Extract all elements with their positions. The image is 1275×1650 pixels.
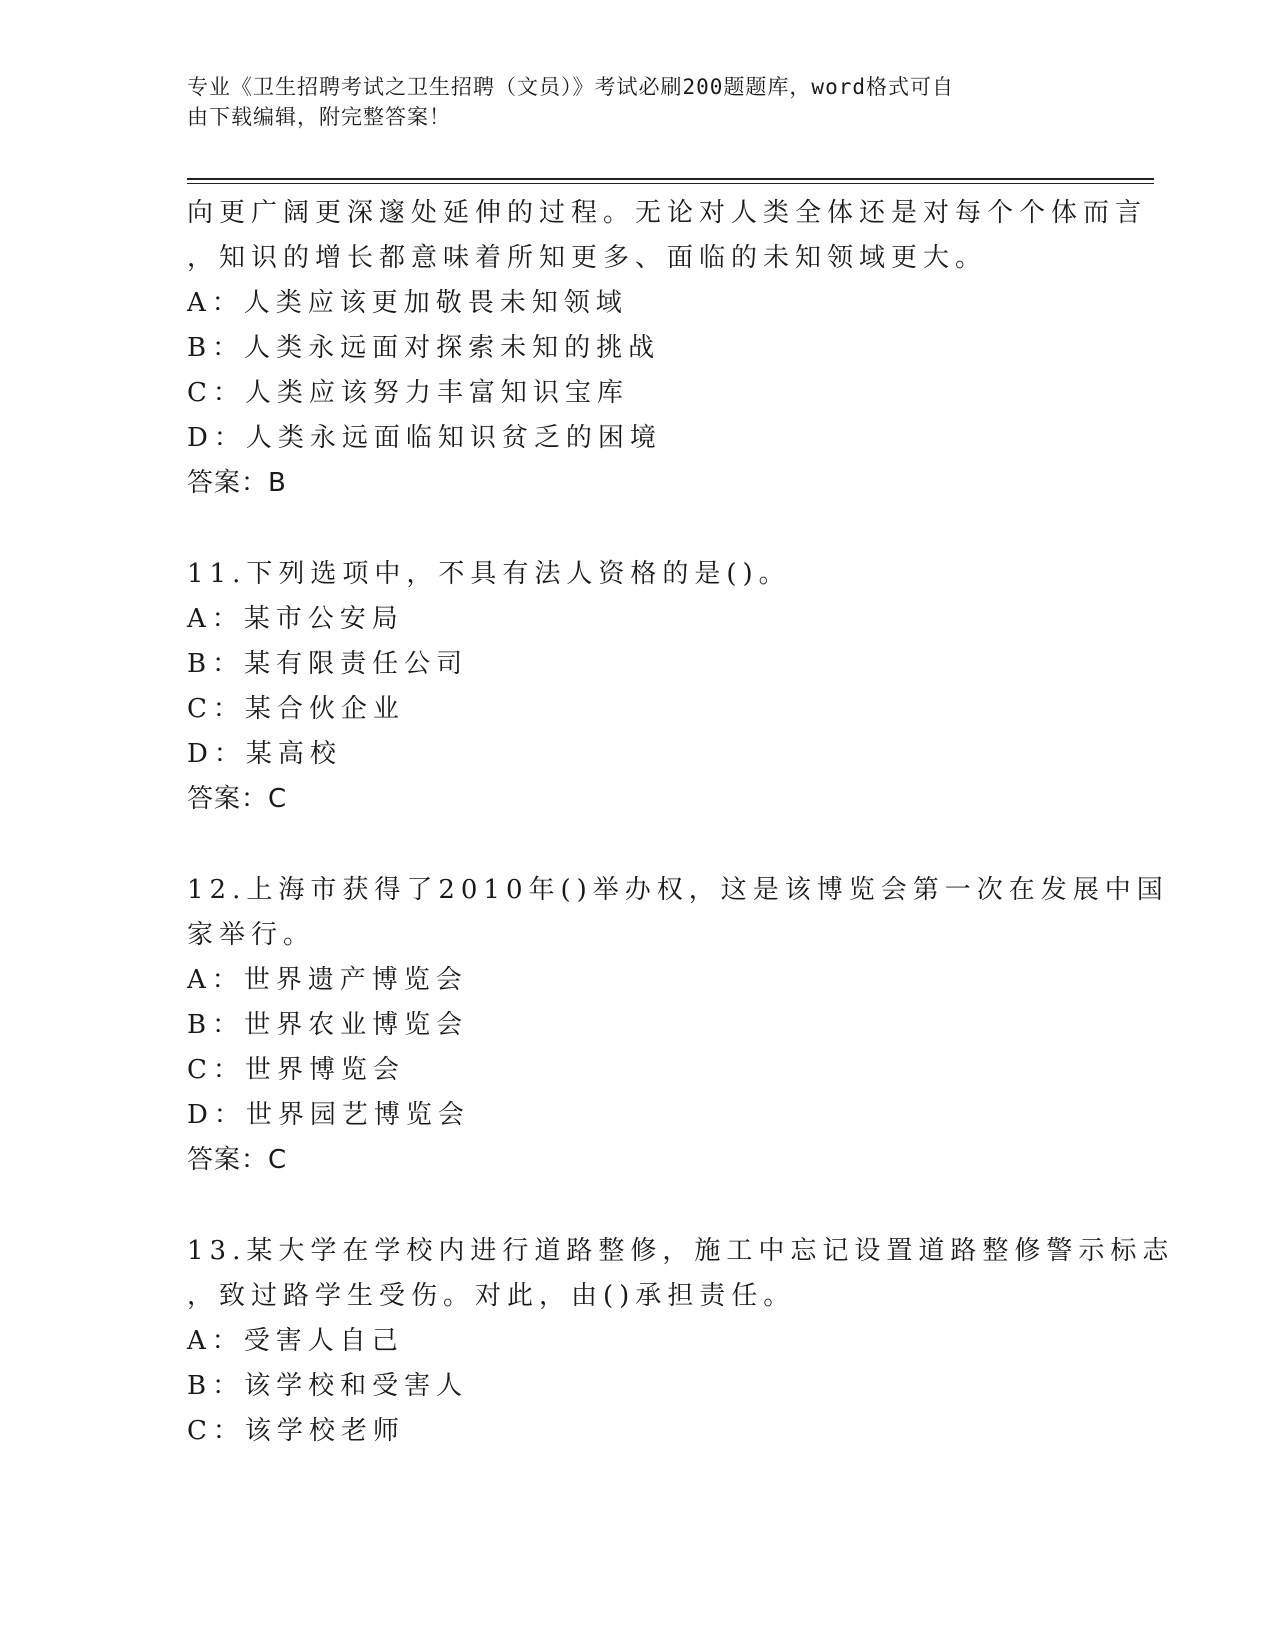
option-d: D：某高校 [187, 739, 342, 769]
option-b: B：某有限责任公司 [187, 649, 469, 679]
option-d: D：世界园艺博览会 [187, 1100, 470, 1130]
question-11 [187, 552, 1087, 822]
header-line-2: 由下载编辑，附完整答案！ [187, 105, 451, 129]
question-list [187, 191, 1175, 1454]
option-b: B：该学校和受害人 [187, 1371, 469, 1401]
document-header [187, 72, 1067, 132]
option-c: C：该学校老师 [187, 1416, 405, 1446]
answer-line: 答案：C [187, 784, 288, 814]
option-a: A：人类应该更加敬畏未知领域 [187, 288, 628, 318]
option-d: D：人类永远面临知识贫乏的困境 [187, 423, 662, 453]
option-a: A：受害人自己 [187, 1326, 404, 1356]
question-12 [187, 868, 1169, 1183]
question-10 [187, 191, 1148, 506]
option-b: B：世界农业博览会 [187, 1010, 469, 1040]
header-divider-thin [187, 183, 1154, 184]
option-c: C：世界博览会 [187, 1055, 405, 1085]
question-stem: 12.上海市获得了2010年()举办权，这是该博览会第一次在发展中国 [187, 875, 1169, 905]
question-13 [187, 1229, 1175, 1454]
question-stem: ，致过路学生受伤。对此，由()承担责任。 [187, 1281, 796, 1311]
option-a: A：某市公安局 [187, 604, 404, 634]
option-a: A：世界遗产博览会 [187, 965, 468, 995]
answer-line: 答案：C [187, 1145, 288, 1175]
header-line-1: 专业《卫生招聘考试之卫生招聘（文员）》考试必刷200题题库，word格式可自 [187, 75, 954, 99]
question-stem: 13.某大学在学校内进行道路整修，施工中忘记设置道路整修警示标志 [187, 1236, 1175, 1266]
option-b: B：人类永远面对探索未知的挑战 [187, 333, 661, 363]
question-stem: 向更广阔更深邃处延伸的过程。无论对人类全体还是对每个个体而言 [187, 198, 1148, 228]
header-divider [187, 178, 1154, 180]
option-c: C：人类应该努力丰富知识宝库 [187, 378, 629, 408]
question-stem: 11.下列选项中，不具有法人资格的是()。 [187, 559, 791, 589]
question-stem: 家举行。 [187, 920, 316, 950]
answer-line: 答案：B [187, 468, 287, 498]
option-c: C：某合伙企业 [187, 694, 405, 724]
question-stem: ，知识的增长都意味着所知更多、面临的未知领域更大。 [187, 243, 988, 273]
